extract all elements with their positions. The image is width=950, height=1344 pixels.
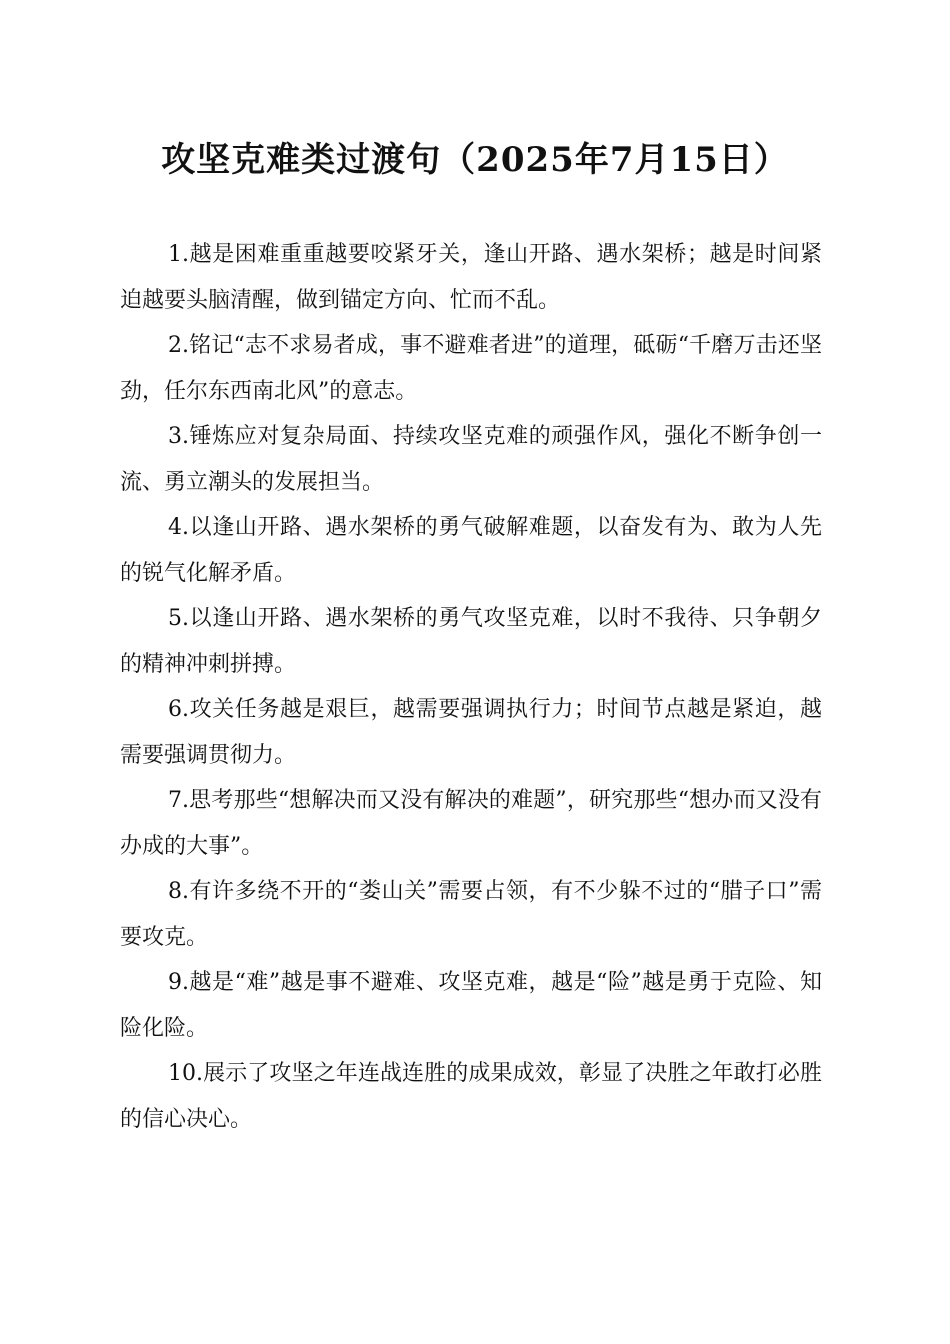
- paragraph-1: 1.越是困难重重越要咬紧牙关，逢山开路、遇水架桥；越是时间紧迫越要头脑清醒，做到锚定方向、忙而不乱。: [120, 242, 822, 313]
- paragraph-8: 8.有许多绕不开的“娄山关”需要占领，有不少躲不过的“腊子口”需要攻克。: [120, 879, 822, 950]
- paragraph-2: 2.铭记“志不求易者成，事不避难者进”的道理，砥砺“千磨万击还坚劲，任尔东西南北风”的意志。: [120, 333, 822, 404]
- document-body: [120, 232, 822, 1142]
- paragraph-5: 5.以逢山开路、遇水架桥的勇气攻坚克难，以时不我待、只争朝夕的精神冲刺拼搏。: [120, 606, 822, 677]
- document-title: 攻坚克难类过渡句（2025年7月15日）: [161, 140, 789, 180]
- paragraph-9: 9.越是“难”越是事不避难、攻坚克难，越是“险”越是勇于克险、知险化险。: [120, 970, 822, 1041]
- paragraph-7: 7.思考那些“想解决而又没有解决的难题”，研究那些“想办而又没有办成的大事”。: [120, 788, 822, 859]
- paragraph-4: 4.以逢山开路、遇水架桥的勇气破解难题，以奋发有为、敢为人先的锐气化解矛盾。: [120, 515, 822, 586]
- paragraph-3: 3.锤炼应对复杂局面、持续攻坚克难的顽强作风，强化不断争创一流、勇立潮头的发展担当。: [120, 424, 822, 495]
- paragraph-10: 10.展示了攻坚之年连战连胜的成果成效，彰显了决胜之年敢打必胜的信心决心。: [120, 1061, 822, 1132]
- paragraph-6: 6.攻关任务越是艰巨，越需要强调执行力；时间节点越是紧迫，越需要强调贯彻力。: [120, 697, 822, 768]
